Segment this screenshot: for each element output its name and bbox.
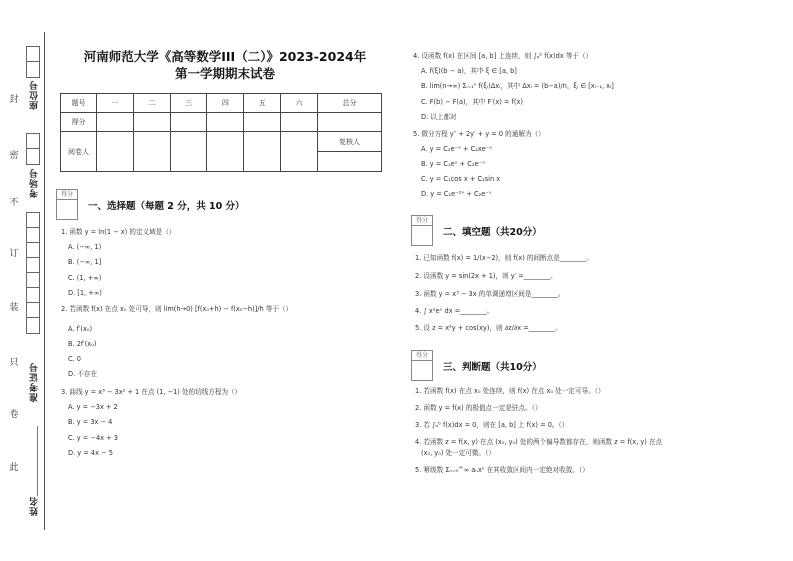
option: A. (−∞, 1) <box>68 243 102 251</box>
option: B. (−∞, 1] <box>68 258 102 266</box>
binding-warning-char: 装 <box>9 303 19 313</box>
grader-cell[interactable] <box>97 132 134 172</box>
table-header-cell: 题号 <box>61 94 97 113</box>
binding-warning-char: 卷 <box>9 410 19 420</box>
section-header-fill-blank <box>411 215 542 246</box>
section-score-box[interactable] <box>411 215 433 246</box>
option: A. f′(x₀) <box>68 325 93 333</box>
question: 1. 已知函数 f(x) = 1/(x−2)，则 f(x) 的间断点是________。 <box>415 254 593 262</box>
score-cell[interactable] <box>97 113 134 132</box>
option: B. lim(n→∞) Σᵢ₌₁ⁿ f(ξᵢ)Δxᵢ，其中 Δxᵢ = (b−a)/n，ξᵢ ∈ [xᵢ₋₁, xᵢ] <box>421 82 614 90</box>
question: 2. 设函数 y = sin(2x + 1)，则 y′ =________。 <box>415 272 557 280</box>
question: 4. 设函数 f(x) 在区间 [a, b] 上连续，则 ∫ₐᵇ f(x)dx 等于（） <box>413 52 593 60</box>
question: 1. 函数 y = ln(1 − x) 的定义域是（） <box>61 228 176 236</box>
exam-room-label: 考场号 <box>30 168 40 198</box>
question: 5. 幂级数 Σₙ₌₀^∞ aₙxⁿ 在其收敛区间内一定绝对收敛。（） <box>415 466 589 474</box>
option: D. y = 4x − 5 <box>68 449 113 457</box>
binding-warning-char: 此 <box>9 463 19 473</box>
section-title: 三、判断题（共10分） <box>443 361 542 373</box>
reviewer-cell[interactable] <box>318 152 382 172</box>
reviewer-label: 复核人 <box>318 132 382 152</box>
binding-warning-char: 不 <box>9 198 19 208</box>
option: D. 不存在 <box>68 370 98 378</box>
ticket-number-boxes[interactable] <box>26 212 40 334</box>
question: 3. 若 ∫ₐᵇ f(x)dx = 0，则在 [a, b] 上 f(x) = 0。（） <box>415 421 569 429</box>
section-title: 一、选择题（每题 2 分，共 10 分） <box>88 200 245 212</box>
grader-cell[interactable] <box>207 132 244 172</box>
score-box-label: 得分 <box>412 216 432 226</box>
option: C. F(b) − F(a)，其中 F′(x) = f(x) <box>421 98 523 106</box>
option: A. y = −3x + 2 <box>68 403 118 411</box>
table-header-cell: 二 <box>133 94 170 113</box>
grader-cell[interactable] <box>133 132 170 172</box>
binding-warning-char: 订 <box>9 249 19 259</box>
grader-row-label: 阅卷人 <box>61 132 97 172</box>
section-score-box[interactable] <box>56 189 78 220</box>
exam-title <box>60 48 390 82</box>
option: D. 以上都对 <box>421 113 457 121</box>
question: 3. 曲线 y = x³ − 3x² + 1 在点 (1, −1) 处的切线方程为（） <box>61 388 242 396</box>
table-header-cell: 总分 <box>318 94 382 113</box>
exam-title-line2: 第一学期期末试卷 <box>174 66 275 81</box>
name-label: 姓名 <box>30 496 40 516</box>
score-cell[interactable] <box>281 113 318 132</box>
question: 4. 若函数 z = f(x, y) 在点 (x₀, y₀) 处的两个偏导数都存在，则函数 z = f(x, y) 在点 <box>415 438 663 446</box>
option: B. y = C₁eˣ + C₂e⁻ˣ <box>421 160 485 168</box>
score-cell[interactable] <box>170 113 207 132</box>
question: 2. 函数 y = f(x) 的极值点一定是驻点。（） <box>415 404 542 412</box>
question: 4. ∫ x²eˣ dx =________。 <box>415 307 494 315</box>
grader-cell[interactable] <box>281 132 318 172</box>
question: 2. 若函数 f(x) 在点 x₀ 处可导，则 lim(h→0) [f(x₀+h) − f(x₀−h)]/h 等于（） <box>61 305 293 313</box>
table-header-cell: 六 <box>281 94 318 113</box>
option: C. y = C₁cos x + C₂sin x <box>421 175 501 183</box>
total-score-cell[interactable] <box>318 113 382 132</box>
table-header-cell: 五 <box>244 94 281 113</box>
question: 3. 函数 y = x³ − 3x 的单调递增区间是________。 <box>415 290 565 298</box>
binding-warning-char: 密 <box>9 151 19 161</box>
table-header-cell: 三 <box>170 94 207 113</box>
option: C. 0 <box>68 355 81 363</box>
option: D. [1, +∞) <box>68 289 102 297</box>
score-cell[interactable] <box>133 113 170 132</box>
score-cell[interactable] <box>207 113 244 132</box>
table-header-cell: 一 <box>97 94 134 113</box>
section-header-choice <box>56 189 245 220</box>
score-cell[interactable] <box>244 113 281 132</box>
grader-cell[interactable] <box>244 132 281 172</box>
binding-warning-char: 只 <box>9 358 19 368</box>
score-box-label: 得分 <box>412 351 432 361</box>
option: D. y = C₁e⁻²ˣ + C₂e⁻ˣ <box>421 190 492 198</box>
question-continuation: (x₀, y₀) 处一定可微。（） <box>421 449 495 457</box>
question: 5. 设 z = x²y + cos(xy)，则 ∂z/∂x =________。 <box>415 324 562 332</box>
grader-cell[interactable] <box>170 132 207 172</box>
option: B. 2f′(x₀) <box>68 340 97 348</box>
option: A. y = C₁e⁻ˣ + C₂xe⁻ˣ <box>421 145 493 153</box>
score-table <box>60 93 382 172</box>
exam-title-line1: 河南师范大学《高等数学III（二）》2023-2024年 <box>83 49 367 64</box>
ticket-number-label: 准考证号 <box>30 362 40 402</box>
exam-room-boxes[interactable] <box>26 133 40 165</box>
question: 1. 若函数 f(x) 在点 x₀ 处连续，则 f(x) 在点 x₀ 处一定可导。（） <box>415 387 605 395</box>
binding-warning-char: 封 <box>9 95 19 105</box>
section-score-box[interactable] <box>411 350 433 381</box>
name-field-line[interactable] <box>37 426 38 496</box>
question: 5. 微分方程 y″ + 2y′ + y = 0 的通解为（） <box>413 130 545 138</box>
option: C. (1, +∞) <box>68 274 102 282</box>
option: B. y = 3x − 4 <box>68 418 113 426</box>
seat-number-label: 座位号 <box>30 80 40 110</box>
score-row-label: 得分 <box>61 113 97 132</box>
option: A. f(ξ)(b − a)，其中 ξ ∈ [a, b] <box>421 67 517 75</box>
section-header-true-false <box>411 350 542 381</box>
binding-line <box>44 32 45 530</box>
table-header-cell: 四 <box>207 94 244 113</box>
binding-strip <box>0 0 46 561</box>
seat-number-boxes[interactable] <box>26 46 40 78</box>
option: C. y = −4x + 3 <box>68 434 118 442</box>
score-box-label: 得分 <box>57 190 77 200</box>
section-title: 二、填空题（共20分） <box>443 226 542 238</box>
